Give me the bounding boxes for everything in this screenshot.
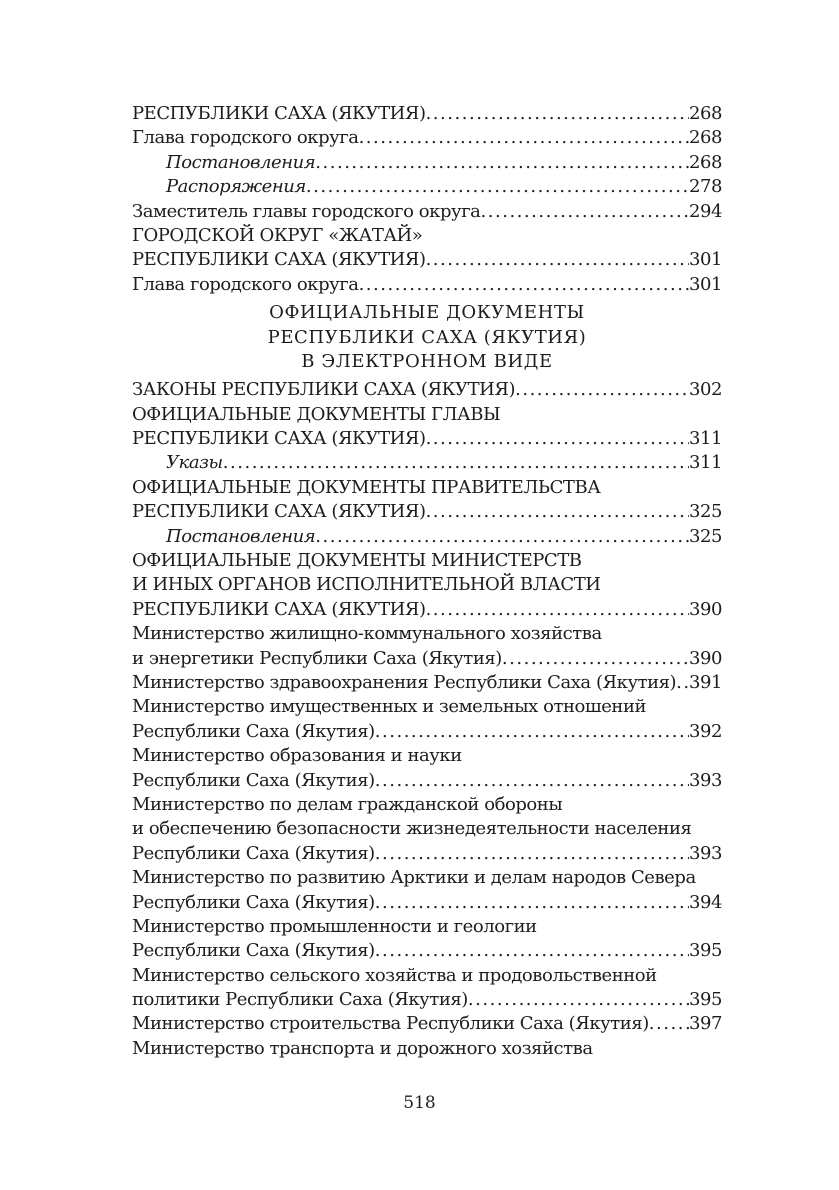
toc-entry-title: Министерство строительства Республики Саха (Якутия) (132, 1013, 649, 1035)
toc-entry-line (132, 403, 722, 427)
toc-entry (132, 891, 722, 915)
toc-entry (132, 939, 722, 963)
toc-entry-title: Распоряжения (166, 176, 306, 198)
toc-entry-page: 325 (688, 525, 722, 547)
toc-entry-line (132, 817, 722, 841)
toc-entry-title: ОФИЦИАЛЬНЫЕ ДОКУМЕНТЫ ГЛАВЫ (132, 403, 501, 425)
toc-entry-title: Министерство жилищно-коммунального хозяйства (132, 623, 602, 645)
toc-entry (132, 200, 722, 224)
dot-leader (426, 427, 689, 451)
toc-entry (132, 451, 722, 475)
dot-leader (375, 891, 689, 915)
toc-entry-page: 397 (688, 1013, 722, 1035)
toc-entry-page: 395 (688, 940, 722, 962)
toc-entry (132, 500, 722, 524)
toc-entry-page: 268 (688, 151, 722, 173)
toc-entry-title: Глава городского округа (132, 127, 359, 149)
toc-entry-page: 393 (688, 842, 722, 864)
dot-leader (375, 842, 689, 866)
toc-entry-page: 311 (688, 428, 722, 450)
toc-entry (132, 988, 722, 1012)
toc-entry-title: РЕСПУБЛИКИ САХА (ЯКУТИЯ) (132, 598, 426, 620)
toc-entry-line (132, 744, 722, 768)
toc-part-2 (132, 378, 722, 1061)
toc-entry-page: 390 (688, 647, 722, 669)
dot-leader (375, 939, 689, 963)
toc-entry-title: Министерство по развитию Арктики и делам народов Севера (132, 867, 696, 889)
toc-entry-title: Министерство имущественных и земельных отношений (132, 696, 647, 718)
toc-entry-title: Республики Саха (Якутия) (132, 720, 375, 742)
toc-entry-title: Министерство по делам гражданской обороны (132, 793, 563, 815)
toc-entry-page: 268 (688, 127, 722, 149)
dot-leader (676, 671, 689, 695)
toc-entry-line (132, 549, 722, 573)
toc-entry (132, 273, 722, 297)
toc-entry-line (132, 1037, 722, 1061)
toc-entry (132, 598, 722, 622)
dot-leader (649, 1012, 689, 1036)
toc-entry-title: Постановления (166, 151, 316, 173)
section-heading-line: РЕСПУБЛИКИ САХА (ЯКУТИЯ) (267, 326, 587, 348)
toc-entry-line (132, 793, 722, 817)
toc-entry-title: Республики Саха (Якутия) (132, 940, 375, 962)
toc-part-1 (132, 102, 722, 297)
toc-entry-title: ОФИЦИАЛЬНЫЕ ДОКУМЕНТЫ ПРАВИТЕЛЬСТВА (132, 476, 601, 498)
toc-entry-line (132, 866, 722, 890)
toc-entry (132, 647, 722, 671)
toc-entry-page: 311 (688, 452, 722, 474)
toc-entry-page: 301 (688, 273, 722, 295)
dot-leader (426, 102, 689, 126)
toc-entry (132, 151, 722, 175)
toc-entry (132, 175, 722, 199)
dot-leader (502, 647, 689, 671)
dot-leader (359, 273, 689, 297)
toc-entry-title: и энергетики Республики Саха (Якутия) (132, 647, 502, 669)
toc-entry-title: ОФИЦИАЛЬНЫЕ ДОКУМЕНТЫ МИНИСТЕРСТВ (132, 550, 582, 572)
toc-entry-title: ЗАКОНЫ РЕСПУБЛИКИ САХА (ЯКУТИЯ) (132, 379, 516, 401)
toc-entry-line (132, 695, 722, 719)
toc-entry-title: Заместитель главы городского округа (132, 200, 481, 222)
toc-entry-title: РЕСПУБЛИКИ САХА (ЯКУТИЯ) (132, 249, 426, 271)
toc-entry-title: Министерство сельского хозяйства и продовольственной (132, 964, 657, 986)
toc-entry-page: 325 (688, 501, 722, 523)
toc-entry (132, 671, 722, 695)
toc-entry-title: Министерство промышленности и геологии (132, 915, 537, 937)
toc-entry-title: Республики Саха (Якутия) (132, 769, 375, 791)
toc-entry-page: 390 (688, 598, 722, 620)
toc-entry-page: 301 (688, 249, 722, 271)
toc-entry-title: РЕСПУБЛИКИ САХА (ЯКУТИЯ) (132, 501, 426, 523)
toc-entry-line (132, 915, 722, 939)
toc-entry-title: Глава городского округа (132, 273, 359, 295)
toc-entry-title: Республики Саха (Якутия) (132, 891, 375, 913)
toc-entry-title: ГОРОДСКОЙ ОКРУГ «ЖАТАЙ» (132, 224, 423, 246)
toc-entry-title: Указы (166, 452, 223, 474)
dot-leader (306, 175, 689, 199)
toc-entry-title: и обеспечению безопасности жизнедеятельности населения (132, 818, 692, 840)
toc-entry-page: 393 (688, 769, 722, 791)
section-heading (132, 301, 722, 374)
toc-entry-page: 392 (688, 720, 722, 742)
toc-entry-line (132, 964, 722, 988)
dot-leader (223, 451, 689, 475)
dot-leader (480, 200, 689, 224)
dot-leader (515, 378, 689, 402)
dot-leader (315, 525, 689, 549)
table-of-contents (132, 102, 722, 1061)
toc-entry-page: 391 (688, 671, 722, 693)
toc-entry-title: Министерство транспорта и дорожного хозяйства (132, 1037, 593, 1059)
dot-leader (426, 598, 689, 622)
toc-entry-title: политики Республики Саха (Якутия) (132, 989, 468, 1011)
toc-entry (132, 842, 722, 866)
toc-entry-line (132, 224, 722, 248)
dot-leader (468, 988, 689, 1012)
toc-entry-title: РЕСПУБЛИКИ САХА (ЯКУТИЯ) (132, 103, 426, 124)
toc-entry-page: 302 (688, 379, 722, 401)
toc-entry-title: Республики Саха (Якутия) (132, 842, 375, 864)
toc-entry-line (132, 476, 722, 500)
toc-entry (132, 525, 722, 549)
toc-entry (132, 1012, 722, 1036)
toc-entry-title: РЕСПУБЛИКИ САХА (ЯКУТИЯ) (132, 428, 426, 450)
toc-entry-title: И ИНЫХ ОРГАНОВ ИСПОЛНИТЕЛЬНОЙ ВЛАСТИ (132, 574, 601, 596)
dot-leader (359, 126, 689, 150)
dot-leader (426, 248, 689, 272)
toc-entry (132, 720, 722, 744)
dot-leader (375, 720, 689, 744)
toc-entry-page: 394 (688, 891, 722, 913)
toc-entry-title: Министерство здравоохранения Республики Саха (Якутия) (132, 671, 677, 693)
toc-entry-line (132, 573, 722, 597)
toc-entry-line (132, 622, 722, 646)
toc-entry-page: 268 (688, 103, 722, 124)
toc-entry-title: Министерство образования и науки (132, 745, 462, 767)
toc-entry (132, 427, 722, 451)
toc-entry (132, 378, 722, 402)
dot-leader (375, 769, 689, 793)
toc-entry (132, 102, 722, 126)
section-heading-line: В ЭЛЕКТРОННОМ ВИДЕ (301, 350, 553, 372)
dot-leader (426, 500, 689, 524)
toc-entry (132, 769, 722, 793)
toc-entry (132, 126, 722, 150)
toc-entry-page: 278 (688, 176, 722, 198)
section-heading-line: ОФИЦИАЛЬНЫЕ ДОКУМЕНТЫ (269, 302, 585, 324)
toc-entry-page: 395 (688, 989, 722, 1011)
toc-entry (132, 248, 722, 272)
dot-leader (315, 151, 689, 175)
page-number: 518 (403, 1093, 436, 1113)
toc-entry-page: 294 (688, 200, 722, 222)
toc-entry-title: Постановления (166, 525, 316, 547)
